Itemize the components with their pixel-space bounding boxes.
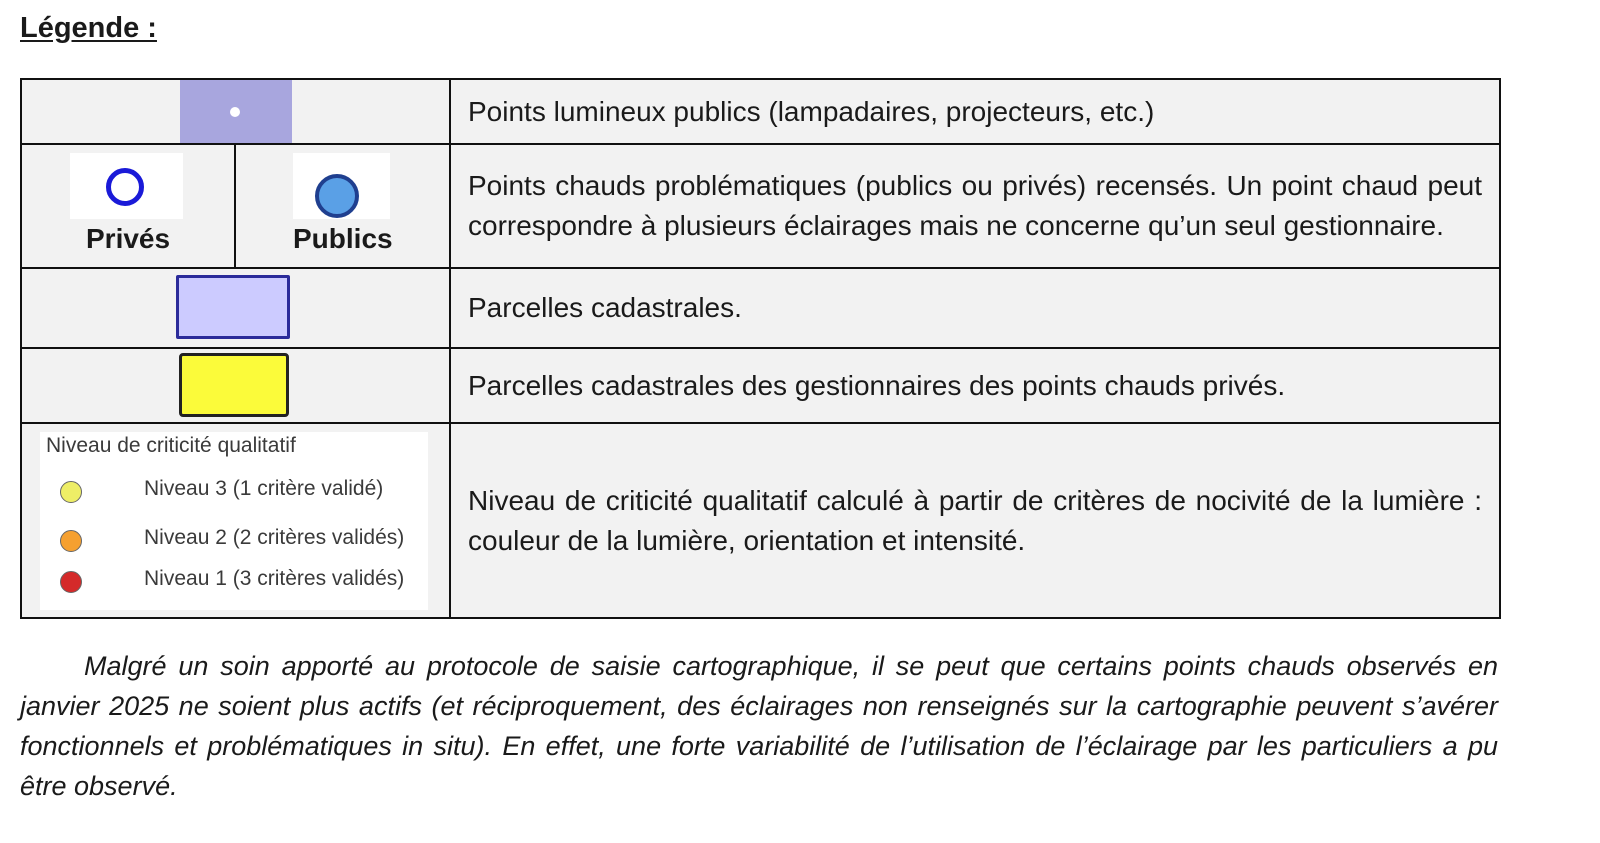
criticality-level-3-label: Niveau 3 (1 critère validé) (144, 477, 384, 500)
legend-table (20, 78, 1501, 619)
hotspots-symbol-cell (21, 144, 450, 268)
legend-heading: Légende : (20, 12, 157, 44)
parcels-description: Parcelles cadastrales. (450, 268, 1500, 348)
criticality-level-3-icon (60, 481, 82, 503)
criticality-level-1-label: Niveau 1 (3 critères validés) (144, 567, 405, 590)
legend-row-criticality (21, 423, 1500, 618)
public-hotspot-label: Publics (293, 223, 393, 254)
private-hotspot-label: Privés (86, 223, 171, 254)
lamp-swatch (180, 80, 292, 143)
cadastral-parcel-swatch (176, 275, 290, 339)
methodology-note: Malgré un soin apporté au protocole de saisie cartographique, il se peut que certains points chauds observés en janvier 2025 ne soient plus actifs (et réciproquement, des éclairages non renseignés sur la cartographie peuvent s’avérer fonctionnels et problématiques in situ). En effet, une forte variabilité de l’utilisation de l’éclairage par les particuliers a pu être observé. (20, 651, 1498, 801)
criticality-level-2-icon (60, 530, 82, 552)
criticality-legend-title: Niveau de criticité qualitatif (46, 434, 296, 457)
legend-row-parcels (21, 268, 1500, 348)
legend-row-owner-parcels (21, 348, 1500, 423)
criticality-level-1 (40, 567, 428, 597)
hotspots-description: Points chauds problématiques (publics ou privés) recensés. Un point chaud peut correspondre à plusieurs éclairages mais ne concerne qu’un seul gestionnaire. (450, 144, 1500, 268)
legend-row-lamps (21, 79, 1500, 144)
criticality-symbol-cell (21, 423, 450, 618)
legend-row-hotspots (21, 144, 1500, 268)
criticality-level-2-label: Niveau 2 (2 critères validés) (144, 526, 405, 549)
lamps-description: Points lumineux publics (lampadaires, projecteurs, etc.) (450, 79, 1500, 144)
public-hotspot-swatch (293, 153, 390, 219)
private-hotspot-swatch (70, 153, 183, 219)
hotspots-divider (234, 145, 236, 267)
owner-parcel-swatch (179, 353, 289, 417)
private-hotspot-icon (106, 168, 144, 206)
criticality-description: Niveau de criticité qualitatif calculé à partir de critères de nocivité de la lumière : couleur de la lumière, orientation et intensité. (450, 423, 1500, 618)
lamp-point-icon (230, 107, 240, 117)
criticality-level-1-icon (60, 571, 82, 593)
owner-parcels-description: Parcelles cadastrales des gestionnaires des points chauds privés. (450, 348, 1500, 423)
criticality-legend (40, 432, 428, 610)
owner-parcels-symbol-cell (21, 348, 450, 423)
criticality-level-2 (40, 526, 428, 556)
lamps-symbol-cell (21, 79, 450, 144)
parcels-symbol-cell (21, 268, 450, 348)
public-hotspot-icon (315, 174, 359, 218)
criticality-level-3 (40, 477, 428, 507)
